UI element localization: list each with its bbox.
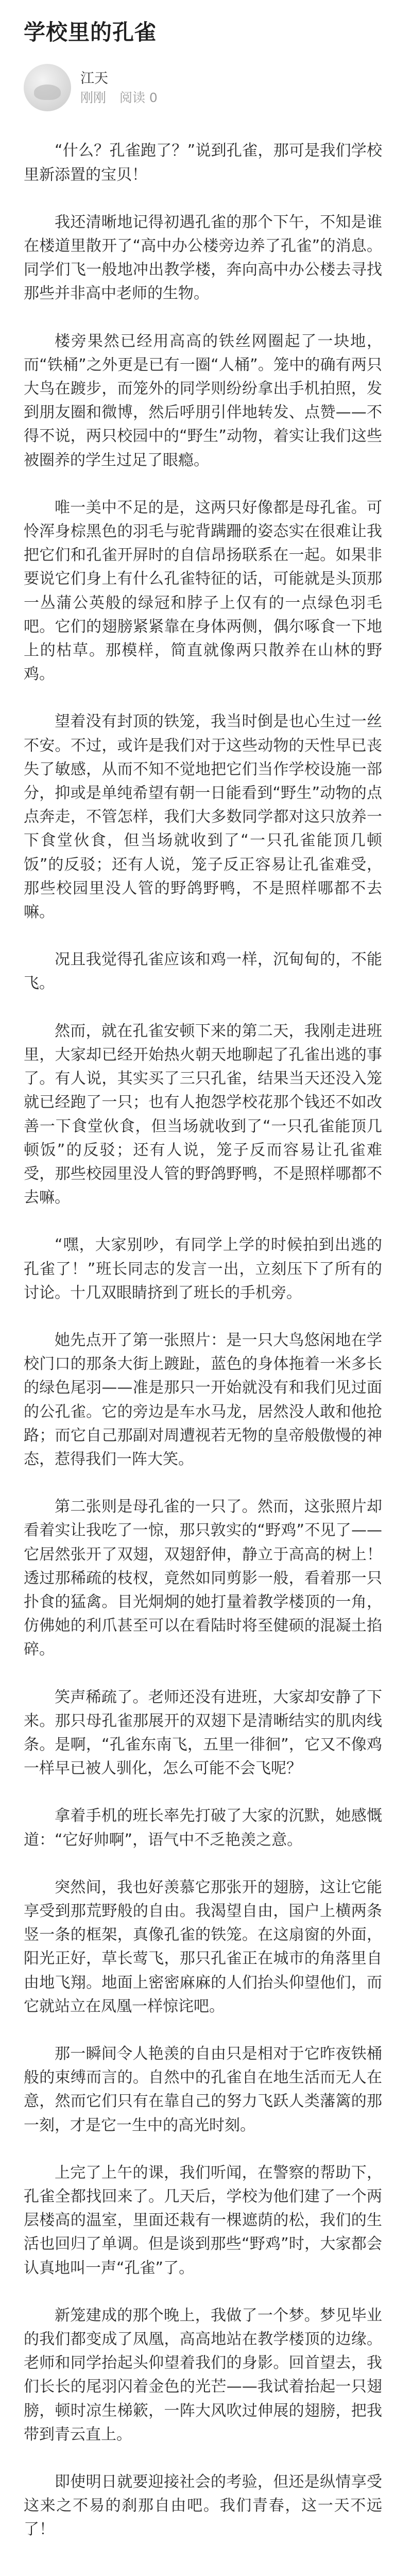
article-paragraph: 然而，就在孔雀安顿下来的第二天，我刚走进班里，大家却已经开始热火朝天地聊起了孔雀出逃的事了。有人说，其实买了三只孔雀，结果当天还没入笼就已经跑了一只；也有人抱怨学校花那个钱还不如改善一下食堂伙食，但当场就收到了“一只孔雀能顶几顿饭”的反驳；还有人说，笼子反而容易让孔雀难受，那些校园里没人管的野鸽野鸭，不是照样哪都不去嘛。 [24,1022,382,1207]
article-paragraph: 望着没有封顶的铁笼，我当时倒是也心生过一丝不安。不过，或许是我们对于这些动物的天性早已丧失了敏感，从而不知不觉地把它们当作学校设施一部分，抑或是单纯希望有朝一日能看到“野生”动物的点点奔走，不管怎样，我们大多数同学都对这只放养一下食堂伙食，但当场就收到了“一只孔雀能顶几顿饭”的反驳；还有人说，笼子反正容易让孔雀难受，那些校园里没人管的野鸽野鸭，不是照样哪都不去嘛。 [24,713,382,922]
article-paragraph: 突然间，我也好羡慕它那张开的翅膀，这让它能享受到那荒野般的自由。我渴望自由，国户上横两条竖一条的框架，真像孔雀的铁笼。在这扇窗的外面，阳光正好，草长莺飞，那只孔雀正在城市的角落里自由地飞翔。地面上密密麻麻的人们抬头仰望他们，而它就站立在凤凰一样惊诧吧。 [24,1878,382,2015]
article-title: 学校里的孔雀 [24,20,157,45]
author-meta [80,90,167,107]
article-paragraph: 我还清晰地记得初遇孔雀的那个下午，不知是谁在楼道里散开了“高中办公楼旁边养了孔雀”的消息。同学们飞一般地冲出教学楼，奔向高中办公楼去寻找那些并非高中老师的生物。 [24,213,382,303]
article-body [24,139,382,2541]
read-count: 阅读 0 [119,90,158,105]
article-paragraph: 第二张则是母孔雀的一只了。然而，这张照片却看着实让我吃了一惊，那只敦实的“野鸡”不见了——它居然张开了双翅，双翅舒伸，静立于高高的树上！透过那稀疏的枝杈，竟然如同剪影一般，看着那一只扑食的猛禽。目光炯炯的她打量着教学楼顶的一角，仿佛她的利爪甚至可以在看陆时将至健硕的混凝土掐碎。 [24,1498,382,1659]
article-paragraph: 上完了上午的课，我们听闻，在警察的帮助下，孔雀全都找回来了。几天后，学校为他们建了一个两层楼高的温室，里面还栽有一棵遮荫的松，我们的生活也回归了单调。但是谈到那些“野鸡”时，大家都会认真地叫一声“孔雀”了。 [24,2163,382,2277]
article-paragraph: 拿着手机的班长率先打破了大家的沉默，她感慨道：“它好帅啊”，语气中不乏艳羡之意。 [24,1807,382,1849]
article-paragraph: “嘿，大家别吵，有同学上学的时候拍到出逃的孔雀了！”班长同志的发言一出，立刻压下了所有的讨论。十几双眼睛挤到了班长的手机旁。 [24,1236,382,1302]
publish-time: 刚刚 [80,90,107,105]
article-paragraph: 楼旁果然已经用高高的铁丝网圈起了一块地，而“铁桶”之外更是已有一圈“人桶”。笼中的确有两只大鸟在踱步，而笼外的同学则纷纷拿出手机拍照，发到朋友圈和微博，然后呼朋引伴地转发、点赞——不得不说，两只校园中的“野生”动物，着实让我们这些被圈养的学生过足了眼瘾。 [24,332,382,469]
author-row [24,64,382,111]
author-name[interactable]: 江天 [80,70,108,87]
article-paragraph: 况且我觉得孔雀应该和鸡一样，沉甸甸的，不能飞。 [24,951,382,993]
article-paragraph: 唯一美中不足的是，这两只好像都是母孔雀。可怜浑身棕黑色的羽毛与驼背蹒跚的姿态实在很难让我把它们和孔雀开屏时的自信昂扬联系在一起。如果非要说它们身上有什么孔雀特征的话，可能就是头顶那一丛蒲公英般的绿冠和脖子上仅有的一点绿色羽毛吧。它们的翅膀紧紧靠在身体两侧，偶尔啄食一下地上的枯草。那模样，简直就像两只散养在山林的野鸡。 [24,498,382,684]
article-paragraph: 新笼建成的那个晚上，我做了一个梦。梦见毕业的我们都变成了凤凰，高高地站在教学楼顶的边缘。老师和同学抬起头仰望着我们的身影。回首望去，我们长长的尾羽闪着金色的光芒——我试着抬起一只翅膀，顿时凉生梯簌，一阵大风吹过伸展的翅膀，把我带到青云直上。 [24,2306,382,2444]
article-paragraph: 那一瞬间令人艳羡的自由只是相对于它昨夜铁桶般的束缚而言的。自然中的孔雀自在地生活而无人在意，然而它们只有在靠自己的努力飞跃人类藩篱的那一刻，才是它一生中的高光时刻。 [24,2045,382,2134]
article-paragraph: 即使明日就要迎接社会的考验，但还是纵情享受这来之不易的刹那自由吧。我们青春，这一天不远了！ [24,2473,382,2539]
avatar-image-shape [34,84,61,100]
article-paragraph: “什么？孔雀跑了？”说到孔雀，那可是我们学校里新添置的宝贝！ [24,142,382,184]
author-avatar[interactable] [24,64,71,111]
author-info [80,70,167,107]
article-paragraph: 她先点开了第一张照片：是一只大鸟悠闲地在学校门口的那条大街上踱趾，蓝色的身体拖着一米多长的绿色尾羽——准是那只一开始就没有和我们见过面的公孔雀。它的旁边是车水马龙，居然没人敢和他抢路；而它自己那副对周遭视若无物的皇帝般傲慢的神态，惹得我们一阵大笑。 [24,1331,382,1468]
article-paragraph: 笑声稀疏了。老师还没有进班，大家却安静了下来。那只母孔雀那展开的双翅下是清晰结实的肌肉线条。是啊，“孔雀东南飞，五里一徘徊”，它又不像鸡一样早已被人驯化，怎么可能不会飞呢？ [24,1688,382,1778]
